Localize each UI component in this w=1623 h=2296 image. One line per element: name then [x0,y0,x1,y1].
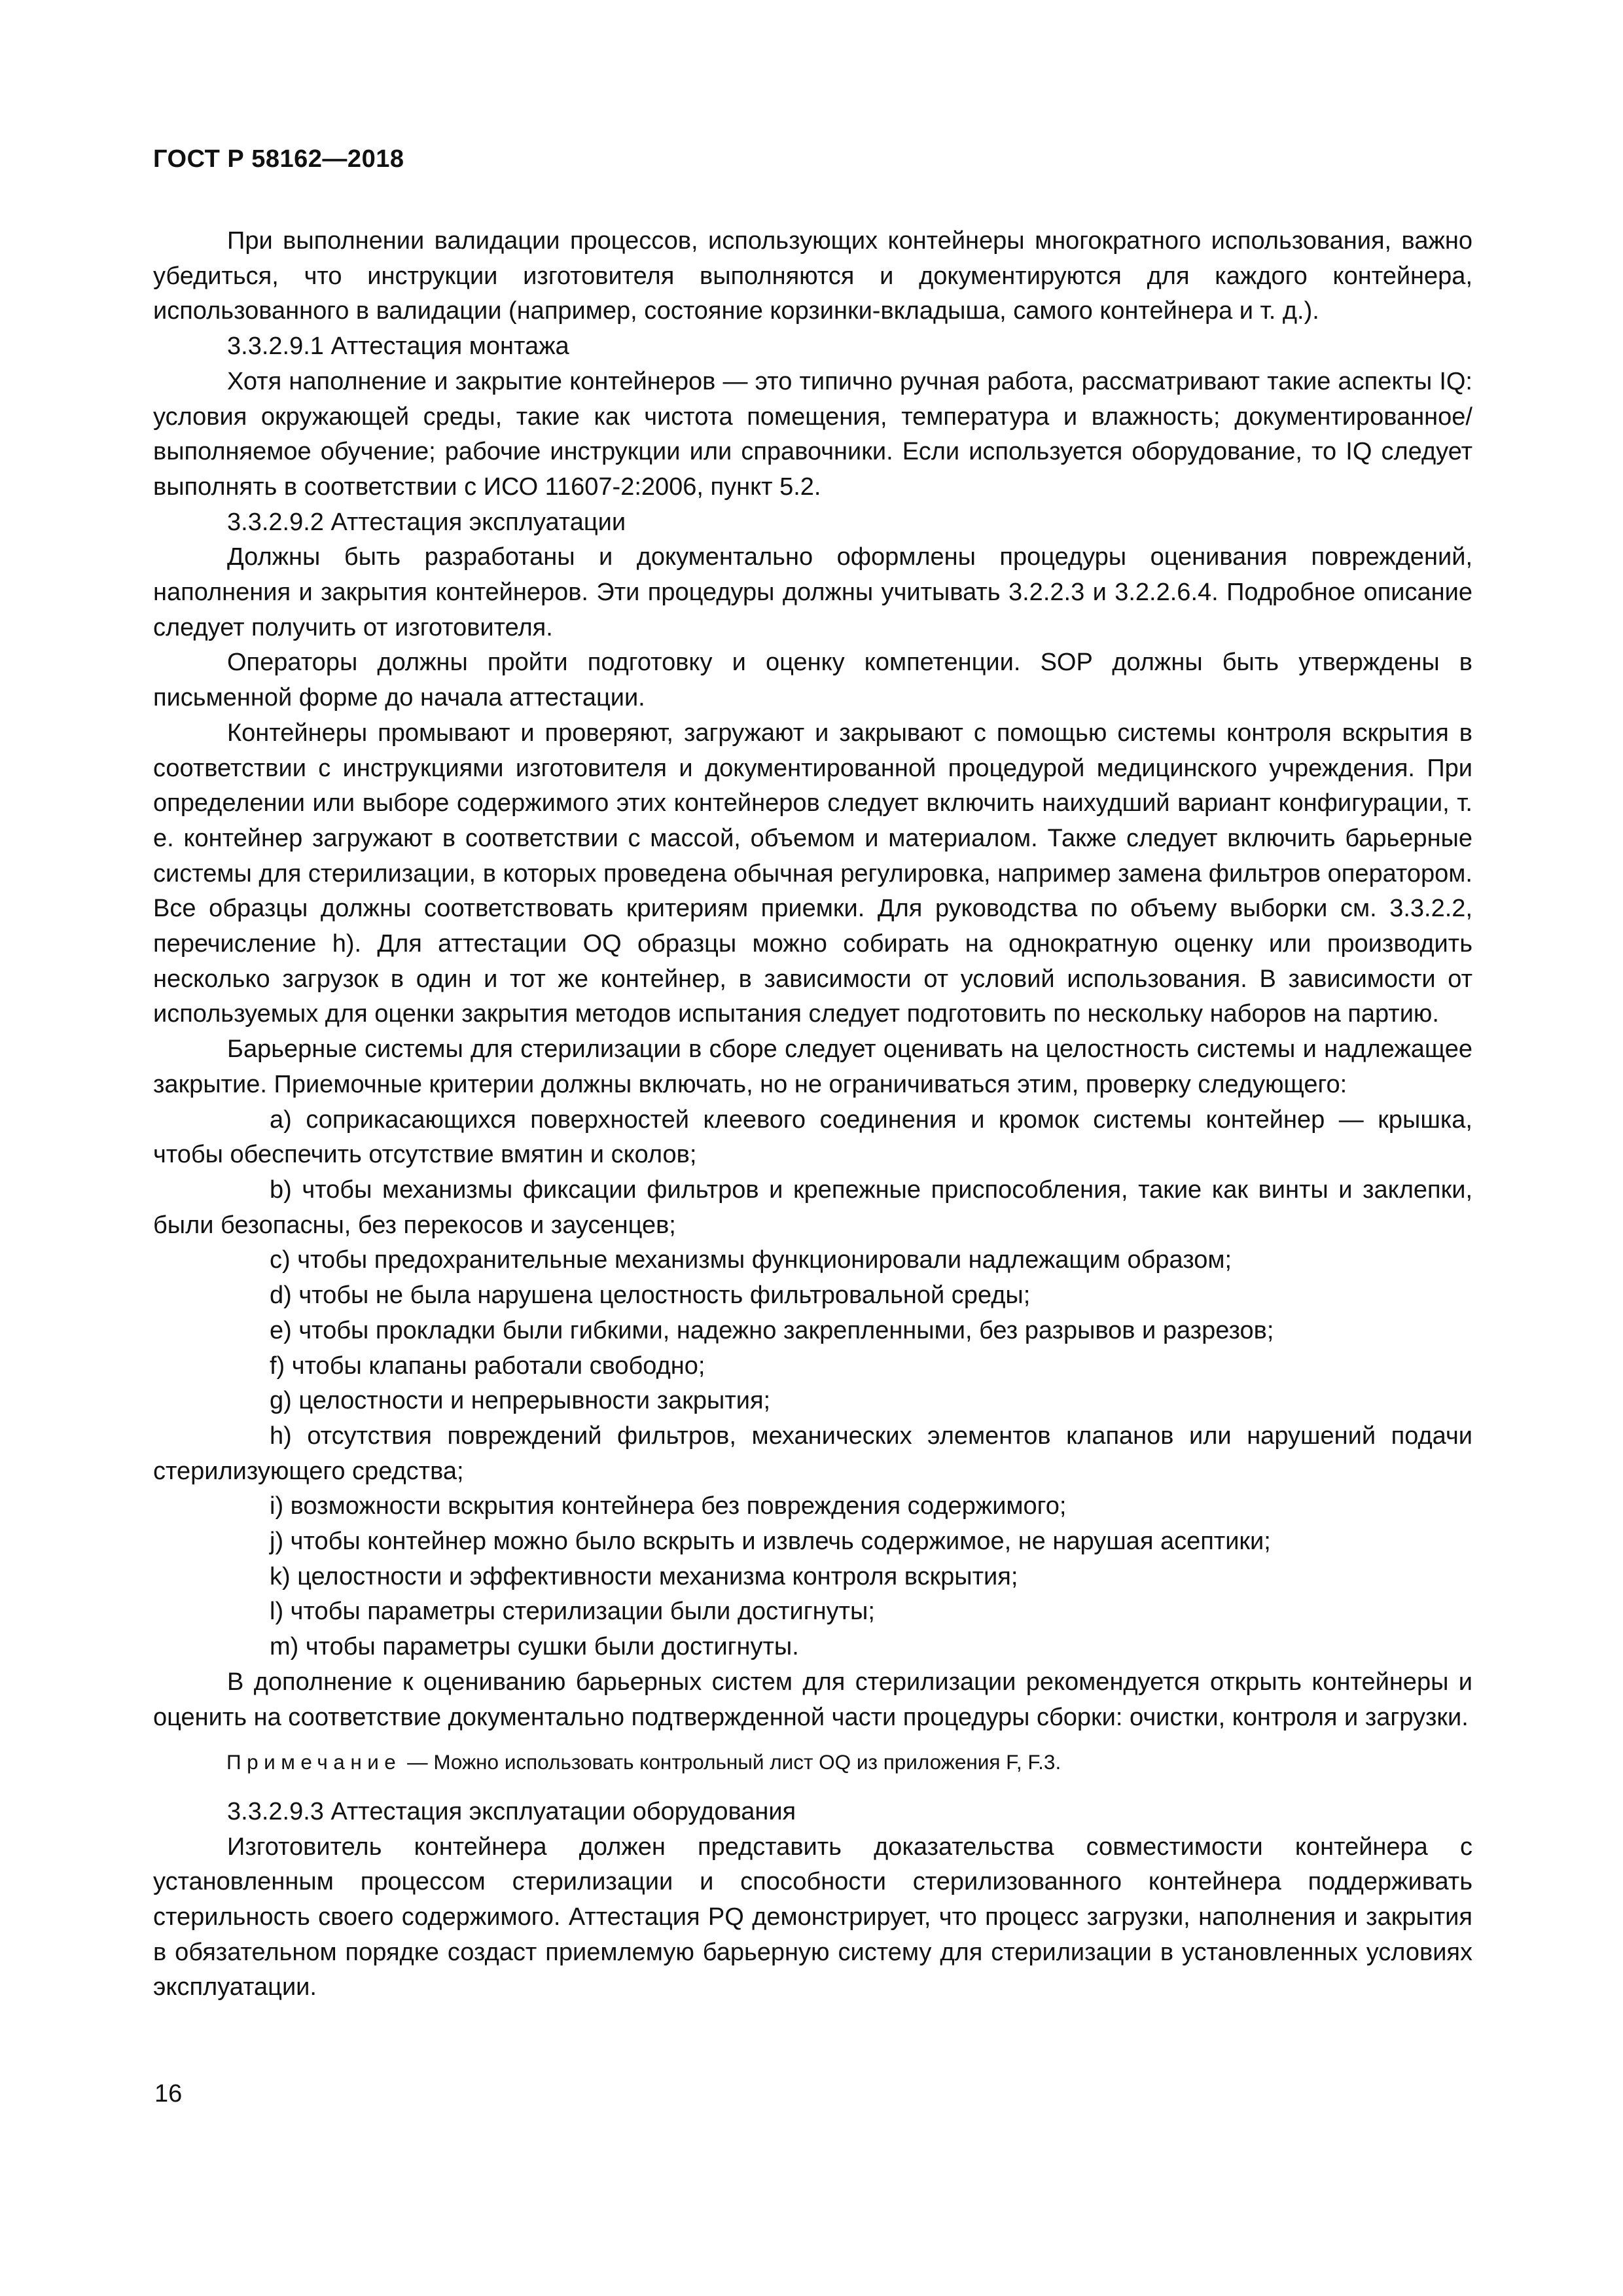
list-item-text: возможности вскрытия контейнера без повреждения содержимого; [290,1492,1067,1520]
section-heading-iq: 3.3.2.9.1 Аттестация монтажа [227,332,569,361]
list-item [153,1489,1472,1524]
list-item-label: e) [270,1316,292,1344]
oq-paragraph-4: Барьерные системы для стерилизации в сборе следует оценивать на целостность системы и надлежащее закрытие. Приемочные критерии должны включать, но не ограничиваться этим, проверку следующего: [153,1035,1472,1098]
after-list-paragraph: В дополнение к оцениванию барьерных систем для стерилизации рекомендуется открыть контейнеры и оценить на соответствие документально подтвержденной части процедуры сборки: очистки, контроля и загрузки. [153,1668,1472,1731]
list-item [153,1594,1472,1630]
list-item [153,1560,1472,1595]
list-item-text: чтобы прокладки были гибкими, надежно закрепленными, без разрывов и разрезов; [298,1316,1274,1344]
body-text [153,224,1472,2005]
list-item-text: чтобы механизмы фиксации фильтров и крепежные приспособления, такие как винты и заклепки, были безопасны, без перекосов и заусенцев; [153,1175,1472,1239]
note [153,1745,1472,1780]
list-item-text: целостности и эффективности механизма контроля вскрытия; [297,1562,1018,1590]
list-item-text: чтобы контейнер можно было вскрыть и извлечь содержимое, не нарушая асептики; [290,1528,1271,1556]
list-item [153,1630,1472,1665]
list-item [153,1524,1472,1560]
list-item-text: чтобы параметры стерилизации были достигнуты; [290,1598,875,1626]
list-item-text: чтобы не была нарушена целостность фильтровальной среды; [298,1282,1031,1310]
standard-header: ГОСТ Р 58162—2018 [153,145,404,173]
intro-paragraph: При выполнении валидации процессов, использующих контейнеры многократного использования, важно убедиться, что инструкции изготовителя выполняются и документируются для каждого контейнера, использованного в валидации (например, состояние корзинки-вкладыша, самого контейнера и т. д.). [153,227,1472,325]
list-item [153,1173,1472,1243]
list-item-label: j) [270,1528,284,1556]
list-item-label: h) [270,1422,292,1450]
list-item-label: a) [270,1105,292,1134]
oq-paragraph-2: Операторы должны пройти подготовку и оценку компетенции. SOP должны быть утверждены в письменной форме до начала аттестации. [153,649,1472,712]
iq-paragraph: Хотя наполнение и закрытие контейнеров — это типично ручная работа, рассматривают такие аспекты IQ: условия окружающей среды, такие как чистота помещения, температура и влажность; документированное/выполняемое обучение; рабочие инструкции или справочники. Если используется оборудование, то IQ следует выполнять в соответствии с ИСО 11607-2:2006, пункт 5.2. [153,367,1472,501]
note-label: Примечание [226,1750,402,1774]
list-item-text: отсутствия повреждений фильтров, механических элементов клапанов или нарушений подачи стерилизующего средства; [153,1422,1473,1485]
list-item-text: чтобы клапаны работали свободно; [291,1352,705,1380]
list-item [153,1349,1472,1384]
list-item [153,1243,1472,1278]
section-heading-pq: 3.3.2.9.3 Аттестация эксплуатации оборудования [227,1797,796,1825]
oq-paragraph-1: Должны быть разработаны и документально оформлены процедуры оценивания повреждений, наполнения и закрытия контейнеров. Эти процедуры должны учитывать 3.2.2.3 и 3.2.2.6.4. Подробное описание следует получить от изготовителя. [153,543,1472,641]
list-item-label: g) [270,1387,292,1415]
list-item-text: целостности и непрерывности закрытия; [298,1387,771,1415]
oq-paragraph-3: Контейнеры промывают и проверяют, загружают и закрывают с помощью системы контроля вскрытия в соответствии с инструкциями изготовителя и документированной процедурой медицинского учреждения. При определении или выборе содержимого этих контейнеров следует включить наихудший вариант конфигурации, т. е. контейнер загружают в соответствии с массой, объемом и материалом. Также следует включить барьерные системы для стерилизации, в которых проведена обычная регулировка, например замена фильтров оператором. Все образцы должны соответствовать критериям приемки. Для руководства по объему выборки см. 3.3.2.2, перечисление h). Для аттестации OQ образцы можно собирать на однократную оценку или производить несколько загрузок в один и тот же контейнер, в зависимости от условий использования. В зависимости от используемых для оценки закрытия методов испытания следует подготовить по нескольку наборов на партию. [153,719,1472,1028]
list-item [153,1419,1472,1489]
list-item-text: соприкасающихся поверхностей клеевого соединения и кромок системы контейнер — крышка, чтобы обеспечить отсутствие вмятин и сколов; [153,1105,1472,1169]
list-item-label: i) [270,1492,284,1520]
list-item-text: чтобы параметры сушки были достигнуты. [305,1633,799,1661]
list-item [153,1278,1472,1314]
list-item-label: k) [270,1562,291,1590]
list-item-label: f) [270,1352,285,1380]
list-item-label: l) [270,1598,284,1626]
list-item-label: d) [270,1282,292,1310]
list-item-text: чтобы предохранительные механизмы функционировали надлежащим образом; [297,1246,1232,1274]
list-item-label: c) [270,1246,291,1274]
page-number: 16 [154,2080,183,2108]
section-heading-oq: 3.3.2.9.2 Аттестация эксплуатации [227,508,626,536]
list-item [153,1314,1472,1349]
list-item-label: m) [270,1633,299,1661]
pq-paragraph: Изготовитель контейнера должен представить доказательства совместимости контейнера с установленным процессом стерилизации и способности стерилизованного контейнера поддерживать стерильность своего содержимого. Аттестация PQ демонстрирует, что процесс загрузки, наполнения и закрытия в обязательном порядке создаст приемлемую барьерную систему для стерилизации в установленных условиях эксплуатации. [153,1833,1472,2001]
list-item [153,1384,1472,1419]
list-item [153,1103,1472,1173]
list-item-label: b) [270,1175,292,1204]
note-text: — Можно использовать контрольный лист OQ из приложения F, F.3. [401,1750,1061,1774]
